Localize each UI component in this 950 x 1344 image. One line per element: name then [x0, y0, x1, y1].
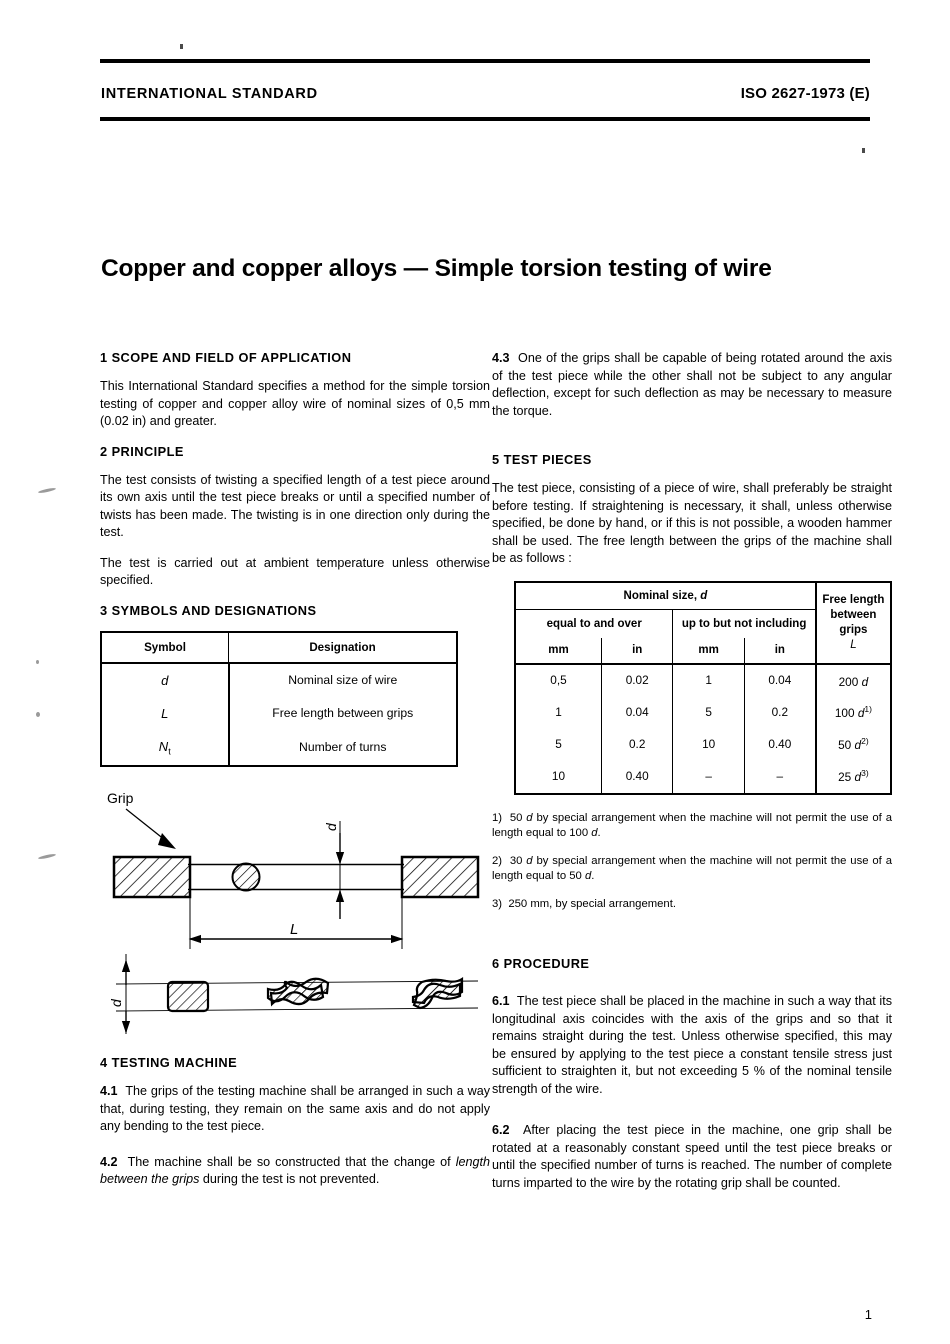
column-header-unit-mm-under: mm	[673, 638, 744, 664]
cell-designation: Free length between grips	[229, 697, 458, 730]
table-row	[515, 696, 891, 728]
figure-grip-label: Grip	[107, 790, 134, 807]
clause-text-b: during the test is not prevented.	[199, 1172, 380, 1187]
clause-text: One of the grips shall be capable of being rotated around the axis of the test piece while the other shall not be subject to any angular deflection, except for such deflection as may be necessary to measure the torque.	[492, 351, 892, 418]
column-header-up-to-but-not-including: up to but not including	[673, 609, 816, 638]
footnote-3: 3) 250 mm, by special arrangement.	[492, 898, 676, 911]
clause-number: 4.1	[100, 1084, 118, 1099]
clause-text: The test piece shall be placed in the machine in such a way that its longitudinal axis coincides with the axis of the grips and so that it remains straight during the test. Unless otherwise specified, this may be ensured by applying to the test piece a constant tensile stress just sufficient to straighten it, but not exceeding 5 % of the nominal tensile strength of the wire.	[492, 994, 892, 1096]
footnote-marker: 2)	[492, 855, 503, 868]
cell-free-length: 50 $d^{2)}$	[816, 728, 891, 760]
column-header-unit-in-under: in	[744, 638, 815, 664]
cell-over-in: 0.40	[601, 760, 672, 794]
clause-number: 4.2	[100, 1154, 118, 1169]
cell-under-in: –	[744, 760, 815, 794]
clause-text: After placing the test piece in the machine, one grip shall be rotated at a reasonably constant speed until the test piece breaks or until the specified number of turns is reached. The number of complete turns imparted to the wire by the rotating grip shall be counted.	[492, 1123, 892, 1190]
nominal-size-table	[514, 581, 892, 796]
cell-over-in: 0.04	[601, 696, 672, 728]
clause-number: 6.2	[492, 1123, 510, 1138]
heading-scope: 1 SCOPE AND FIELD OF APPLICATION	[100, 350, 352, 365]
column-header-unit-in-over: in	[601, 638, 672, 664]
cell-over-mm: 10	[515, 760, 601, 794]
column-header-free-length: Free length between grips L	[816, 582, 891, 664]
cell-over-in: 0.2	[601, 728, 672, 760]
cell-under-mm: 1	[673, 664, 744, 697]
table-header-row	[101, 632, 457, 663]
cell-under-in: 0.40	[744, 728, 815, 760]
scan-speck	[180, 44, 183, 49]
cell-under-in: 0.04	[744, 664, 815, 697]
paragraph-principle-2: The test is carried out at ambient temperature unless otherwise specified.	[100, 555, 490, 587]
table-row	[101, 663, 457, 697]
heading-principle: 2 PRINCIPLE	[100, 443, 184, 459]
figure-d-label-top: d	[323, 823, 339, 832]
table-row	[515, 760, 891, 794]
footnote-1: 1) 50 d by special arrangement when the machine will not permit the use of a length equal to 100 d.	[492, 812, 892, 840]
cell-under-mm: –	[673, 760, 744, 794]
paragraph-6-1	[492, 993, 892, 1098]
paragraph-4-3	[492, 350, 892, 420]
cell-free-length: 100 $d^{1)}$	[816, 696, 891, 728]
scan-speck	[862, 148, 865, 153]
cell-symbol: d	[101, 663, 229, 697]
table-row	[101, 730, 457, 767]
heading-symbols: 3 SYMBOLS AND DESIGNATIONS	[100, 602, 317, 618]
cell-over-mm: 1	[515, 696, 601, 728]
page-title: Copper and copper alloys — Simple torsion testing of wire	[101, 255, 772, 282]
table-row	[515, 664, 891, 697]
scan-artifact	[36, 660, 39, 664]
cell-designation: Number of turns	[229, 730, 458, 767]
clause-text-italic: length between the grips	[100, 1154, 491, 1187]
cell-under-mm: 10	[673, 728, 744, 760]
scan-artifact	[38, 487, 56, 494]
paragraph-4-1	[100, 1083, 490, 1136]
heading-testing-machine: 4 TESTING MACHINE	[100, 1055, 238, 1071]
table-header-group-row	[515, 582, 891, 610]
scan-artifact	[38, 853, 56, 860]
column-header-symbol: Symbol	[101, 632, 229, 663]
cell-over-mm: 0,5	[515, 664, 601, 697]
footnote-marker: 3)	[492, 898, 503, 911]
page-number: 1	[864, 1307, 872, 1322]
right-column	[492, 350, 892, 1205]
clause-number: 6.1	[492, 994, 510, 1009]
scan-artifact	[36, 712, 40, 717]
column-header-unit-mm-over: mm	[515, 638, 601, 664]
footnote-2: 2) 30 d by special arrangement when the machine will not permit the use of a length equal to 50 d.	[492, 855, 892, 883]
cell-free-length: 200 d	[816, 664, 891, 697]
paragraph-6-2	[492, 1122, 892, 1192]
paragraph-4-2	[100, 1154, 490, 1189]
torsion-test-figure	[100, 789, 490, 1047]
header-standard-number: ISO 2627-1973 (E)	[740, 85, 870, 102]
table-row	[515, 728, 891, 760]
paragraph-test-pieces: The test piece, consisting of a piece of wire, shall preferably be straight before testing. If straightening is necessary, it shall, unless otherwise specified, be done by hand, or if this is not possible, a wooden hammer shall be used. The free length between the grips of the machine shall be as follows :	[492, 481, 892, 565]
cell-over-in: 0.02	[601, 664, 672, 697]
clause-text-a: The machine shall be so constructed that the change of	[127, 1154, 456, 1169]
left-column	[100, 350, 490, 1202]
cell-designation: Nominal size of wire	[229, 663, 458, 697]
clause-number: 4.3	[492, 351, 510, 365]
heading-test-pieces: 5 TEST PIECES	[492, 452, 592, 467]
column-header-nominal-size: Nominal size, d	[515, 582, 816, 610]
header-rule-top	[100, 59, 870, 63]
header-left-label: INTERNATIONAL STANDARD	[101, 86, 318, 102]
cell-under-in: 0.2	[744, 696, 815, 728]
cell-under-mm: 5	[673, 696, 744, 728]
cell-symbol: L	[101, 697, 229, 730]
heading-procedure: 6 PROCEDURE	[492, 956, 590, 972]
clause-text: The grips of the testing machine shall be arranged in such a way that, during testing, they remain on the same axis and do not apply any bending to the test piece.	[100, 1084, 491, 1134]
cell-symbol: $N_t$	[101, 730, 229, 767]
symbols-table	[100, 631, 458, 768]
figure-L-label: L	[290, 921, 299, 939]
figure-d-label-bottom: d	[108, 999, 124, 1008]
table-row	[101, 697, 457, 730]
nominal-size-table-wrapper	[514, 581, 892, 796]
column-header-designation: Designation	[229, 632, 458, 663]
paragraph-scope: This International Standard specifies a method for the simple torsion testing of copper and copper alloy wire of nominal sizes of 0,5 mm (0.02 in) and greater.	[100, 379, 490, 428]
footnote-marker: 1)	[492, 812, 503, 825]
cell-free-length: 25 $d^{3)}$	[816, 760, 891, 794]
column-header-equal-to-and-over: equal to and over	[515, 609, 673, 638]
paragraph-principle-1: The test consists of twisting a specified length of a test piece around its own axis until the test piece breaks or until a specified number of twists has been made. The twisting is in one direction only during the test.	[100, 472, 490, 539]
header-rule-bottom	[100, 117, 870, 121]
cell-over-mm: 5	[515, 728, 601, 760]
